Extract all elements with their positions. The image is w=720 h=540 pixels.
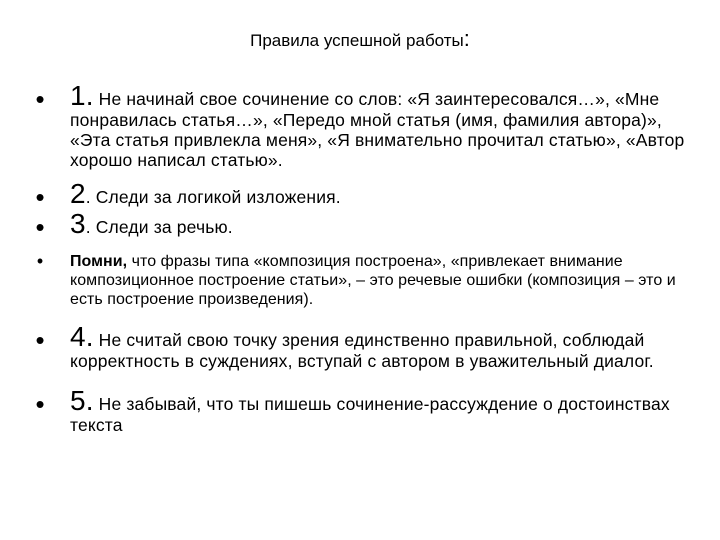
rule-text	[70, 323, 690, 371]
bullet-icon: •	[35, 389, 45, 419]
rule-number: 5.	[70, 385, 94, 416]
rule-text	[70, 210, 690, 238]
rule-body: Не считай свою точку зрения единственно правильной, соблюдай корректность в суждениях, вступай с автором в уважительный диалог.	[70, 330, 654, 371]
rules-list	[30, 82, 690, 435]
rule-number: 1.	[70, 80, 94, 111]
rule-item-2	[30, 178, 690, 212]
rule-number: 4.	[70, 321, 94, 352]
rule-text	[70, 387, 690, 435]
slide-title	[0, 28, 720, 52]
rule-text	[70, 252, 690, 309]
rule-body: Не начинай свое сочинение со слов: «Я заинтересовался…», «Мне понравилась статья…», «Передо мной статья (имя, фамилия автора)», «Эта статья привлекла меня», «Я внимательно прочитал статью», «Автор хорошо написал статью».	[70, 89, 685, 170]
rule-bold-lead: Помни,	[70, 253, 128, 270]
rule-text	[70, 180, 690, 208]
rule-body: . Следи за логикой изложения.	[85, 187, 341, 207]
rule-text	[70, 82, 690, 170]
rule-item-3	[30, 208, 690, 242]
rule-item-5	[30, 387, 690, 435]
bullet-icon: •	[36, 251, 44, 271]
bullet-icon: •	[35, 84, 45, 114]
bullet-icon: •	[35, 212, 45, 242]
bullet-icon: •	[35, 182, 45, 212]
rule-body: Не забывай, что ты пишешь сочинение-рассуждение о достоинствах текста	[70, 394, 670, 435]
rule-number: 3	[70, 208, 86, 239]
slide-title-text: Правила успешной работы	[250, 31, 464, 50]
slide-title-colon: :	[463, 26, 470, 51]
bullet-icon: •	[35, 325, 45, 355]
rule-item-1	[30, 82, 690, 170]
rule-body: что фразы типа «композиция построена», «привлекает внимание композиционное построение статьи», – это речевые ошибки (композиция – это и есть построение произведения).	[70, 253, 676, 308]
rule-body: . Следи за речью.	[85, 217, 233, 237]
rule-item-remember	[30, 252, 690, 309]
rule-item-4	[30, 323, 690, 371]
rule-number: 2	[70, 178, 86, 209]
